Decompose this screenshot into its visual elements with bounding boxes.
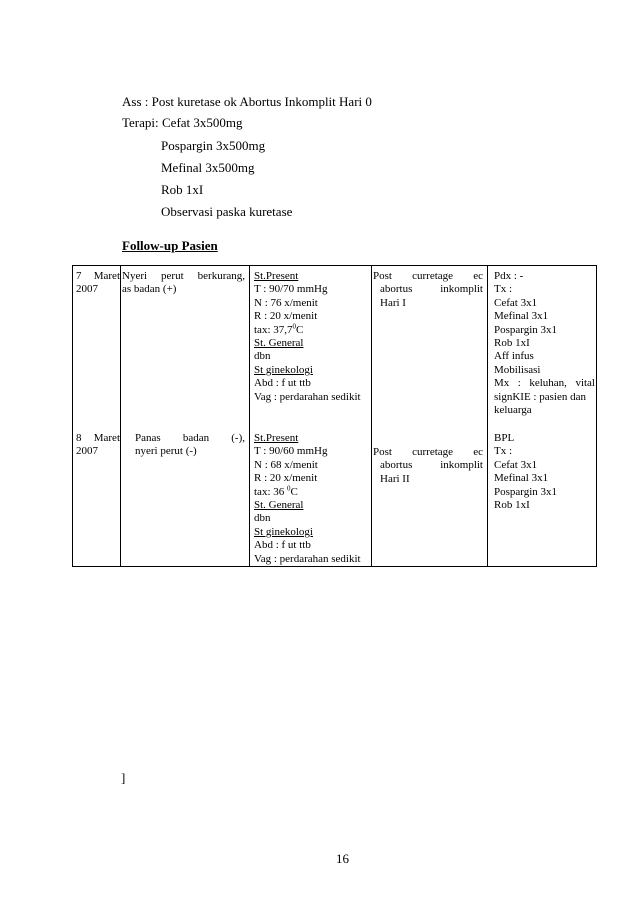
row-status: St.Present T : 90/70 mmHg N : 76 x/menit R : 20 x/menit tax: 37,7$^0$C St. General dbn St ginekologi Abd : f ut ttb Vag : perdarahan sedikit (254, 270, 370, 404)
therapy-item: Pospargin 3x500mg (161, 138, 266, 153)
therapy-item: Rob 1xI (161, 182, 204, 197)
status-gyn-title: St ginekologi (254, 363, 313, 376)
status-present-title: St.Present (254, 432, 299, 444)
column-divider (371, 265, 372, 567)
temperature: tax: 36 $^0$C (254, 483, 298, 498)
row-assessment: Post curretage ec abortus inkomplit Hari I (373, 270, 483, 309)
assessment-label: Ass : (122, 94, 149, 109)
row-plan: BPL Tx : Cefat 3x1 Mefinal 3x1 Pospargin 3x1 Rob 1xI (494, 432, 558, 512)
assessment-line (122, 94, 372, 110)
therapy-label: Terapi: (122, 115, 159, 130)
page-number: 16 (336, 851, 349, 866)
row-complaint: Panas badan (-), nyeri perut (-) (135, 432, 245, 458)
column-divider (487, 265, 488, 567)
row-status: St.Present T : 90/60 mmHg N : 68 x/menit R : 20 x/menit tax: 36 $^0$C St. General dbn St ginekologi Abd : f ut ttb Vag : perdarahan sedikit (254, 432, 370, 566)
therapy-item: Cefat 3x500mg (162, 115, 243, 130)
temperature: tax: 37,7$^0$C (254, 321, 304, 336)
column-divider (249, 265, 250, 567)
assessment-value: Post kuretase ok Abortus Inkomplit Hari 0 (151, 94, 372, 109)
section-title: Follow-up Pasien (122, 238, 218, 253)
status-present-title: St.Present (254, 270, 299, 282)
row-complaint: Nyeri perut berkurang, as badan (+) (122, 270, 245, 296)
column-divider (120, 265, 121, 567)
row-plan: Pdx : - Tx : Cefat 3x1 Mefinal 3x1 Pospargin 3x1 Rob 1xI Aff infus Mobilisasi Mx : keluhan, vital signKIE : pasien dan keluarga (494, 270, 595, 417)
row-date: 8 Maret 2007 (76, 432, 120, 458)
row-date: 7 Maret 2007 (76, 270, 120, 296)
therapy-item: Observasi paska kuretase (161, 204, 293, 219)
status-general-title: St. General (254, 337, 304, 350)
row-assessment: Post curretage ec abortus inkomplit Hari II (373, 446, 483, 485)
status-general-title: St. General (254, 499, 304, 512)
therapy-item: Mefinal 3x500mg (161, 160, 255, 175)
status-gyn-title: St ginekologi (254, 525, 313, 538)
stray-bracket: ] (121, 770, 126, 785)
